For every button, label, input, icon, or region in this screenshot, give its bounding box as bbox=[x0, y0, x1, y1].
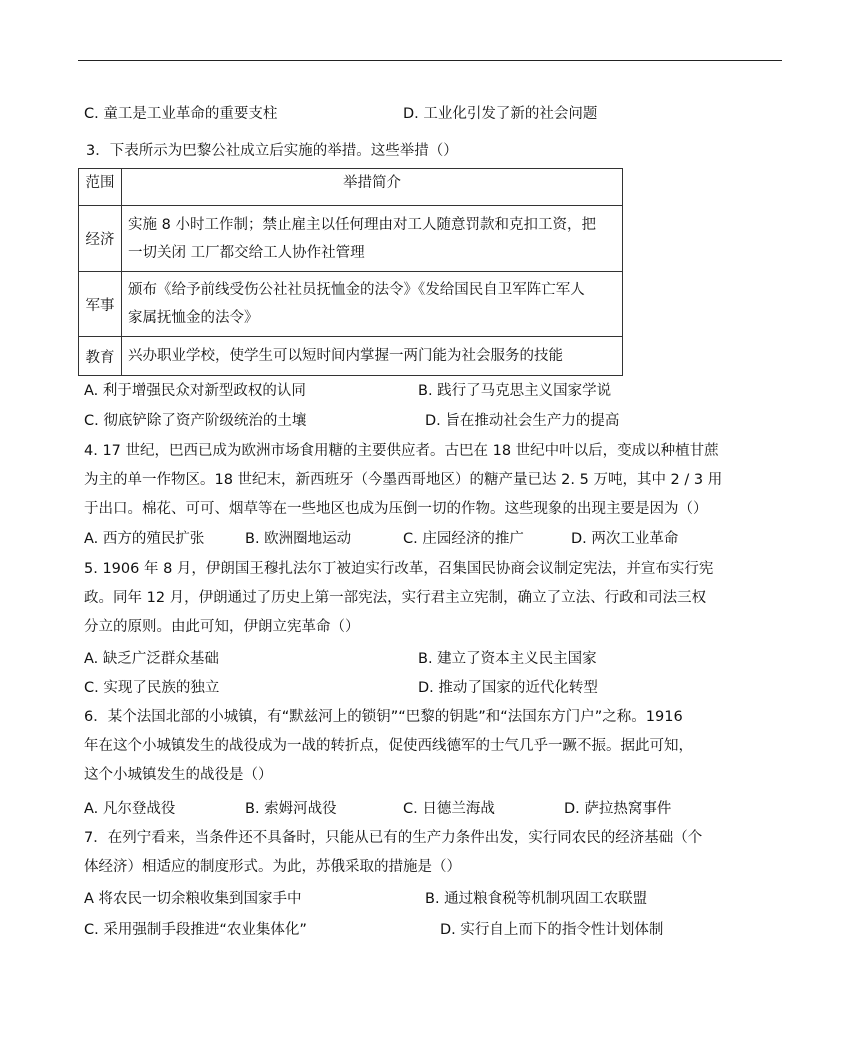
table-row-category: 军事 bbox=[79, 272, 122, 337]
description-line: 一切关闭 工厂都交给工人协作社管理 bbox=[128, 244, 365, 261]
q6-option-a: A. 凡尔登战役 bbox=[84, 801, 176, 817]
q3-stem: 3．下表所示为巴黎公社成立后实施的举措。这些举措（） bbox=[86, 143, 458, 159]
q3-option-d: D. 旨在推动社会生产力的提高 bbox=[425, 413, 620, 429]
q6-stem-line: 年在这个小城镇发生的战役成为一战的转折点，促使西线德军的士气几乎一蹶不振。据此可知， bbox=[84, 738, 693, 754]
table-row-description bbox=[122, 337, 623, 376]
q6-option-c: C. 日德兰海战 bbox=[403, 801, 495, 817]
q2-option-d: D. 工业化引发了新的社会问题 bbox=[403, 106, 598, 122]
q4-stem-line: 于出口。棉花、可可、烟草等在一些地区也成为压倒一切的作物。这些现象的出现主要是因为（） bbox=[84, 501, 708, 517]
q5-stem-line: 政。同年 12 月，伊朗通过了历史上第一部宪法，实行君主立宪制，确立了立法、行政和司法三权 bbox=[84, 590, 707, 606]
q6-stem-line: 这个小城镇发生的战役是（） bbox=[84, 767, 273, 783]
q7-stem-line: 7．在列宁看来，当条件还不具备时，只能从已有的生产力条件出发，实行同农民的经济基础（个 bbox=[84, 830, 703, 846]
q4-option-c: C. 庄园经济的推广 bbox=[403, 531, 524, 547]
q5-stem-line: 分立的原则。由此可知，伊朗立宪革命（） bbox=[84, 619, 360, 635]
table-header-scope: 范围 bbox=[79, 169, 122, 206]
header-rule bbox=[78, 60, 782, 61]
q6-stem-line: 6．某个法国北部的小城镇，有“默兹河上的锁钥”“巴黎的钥匙”和“法国东方门户”之称。1916 bbox=[84, 709, 683, 725]
table-row-category: 教育 bbox=[79, 337, 122, 376]
table-row-description bbox=[122, 272, 623, 337]
q3-option-c: C. 彻底铲除了资产阶级统治的土壤 bbox=[84, 413, 307, 429]
q6-option-b: B. 索姆河战役 bbox=[245, 801, 337, 817]
measures-table bbox=[78, 168, 623, 376]
q7-option-d: D. 实行自上而下的指令性计划体制 bbox=[440, 922, 664, 938]
q5-stem-line: 5. 1906 年 8 月，伊朗国王穆扎法尔丁被迫实行改革，召集国民协商会议制定宪法，并宣布实行宪 bbox=[84, 561, 714, 577]
q7-option-b: B. 通过粮食税等机制巩固工农联盟 bbox=[425, 891, 648, 907]
description-line: 实施 8 小时工作制；禁止雇主以任何理由对工人随意罚款和克扣工资，把 bbox=[128, 216, 596, 233]
q4-option-d: D. 两次工业革命 bbox=[571, 531, 679, 547]
description-line: 兴办职业学校，使学生可以短时间内掌握一两门能为社会服务的技能 bbox=[128, 348, 563, 364]
table-row bbox=[79, 337, 623, 376]
q2-option-c: C. 童工是工业革命的重要支柱 bbox=[84, 106, 278, 122]
q7-option-c: C. 采用强制手段推进“农业集体化” bbox=[84, 922, 307, 938]
q5-option-a: A. 缺乏广泛群众基础 bbox=[84, 651, 219, 667]
table-header-row bbox=[79, 169, 623, 206]
table-row-category: 经济 bbox=[79, 206, 122, 272]
q6-option-d: D. 萨拉热窝事件 bbox=[564, 801, 672, 817]
q3-option-b: B. 践行了马克思主义国家学说 bbox=[418, 383, 612, 399]
q4-stem-line: 4. 17 世纪，巴西已成为欧洲市场食用糖的主要供应者。古巴在 18 世纪中叶以后，变成以种植甘蔗 bbox=[84, 443, 719, 459]
description-line: 颁布《给予前线受伤公社社员抚恤金的法令》《发给国民自卫军阵亡军人 bbox=[128, 282, 585, 298]
table-row bbox=[79, 206, 623, 272]
q4-option-b: B. 欧洲圈地运动 bbox=[245, 531, 352, 547]
table-header-measures: 举措简介 bbox=[122, 169, 623, 206]
q4-option-a: A. 西方的殖民扩张 bbox=[84, 531, 205, 547]
q3-option-a: A. 利于增强民众对新型政权的认同 bbox=[84, 383, 306, 399]
q4-stem-line: 为主的单一作物区。18 世纪末，新西班牙（今墨西哥地区）的糖产量已达 2. 5 万吨，其中 2 / 3 用 bbox=[84, 472, 723, 488]
table-row bbox=[79, 272, 623, 337]
q7-stem-line: 体经济）相适应的制度形式。为此，苏俄采取的措施是（） bbox=[84, 859, 461, 875]
q5-option-d: D. 推动了国家的近代化转型 bbox=[418, 680, 598, 696]
q5-option-b: B. 建立了资本主义民主国家 bbox=[418, 651, 597, 667]
q7-option-a: A 将农民一切余粮收集到国家手中 bbox=[84, 891, 302, 907]
q5-option-c: C. 实现了民族的独立 bbox=[84, 680, 220, 696]
table-row-description bbox=[122, 206, 623, 272]
description-line: 家属抚恤金的法令》 bbox=[128, 310, 259, 326]
